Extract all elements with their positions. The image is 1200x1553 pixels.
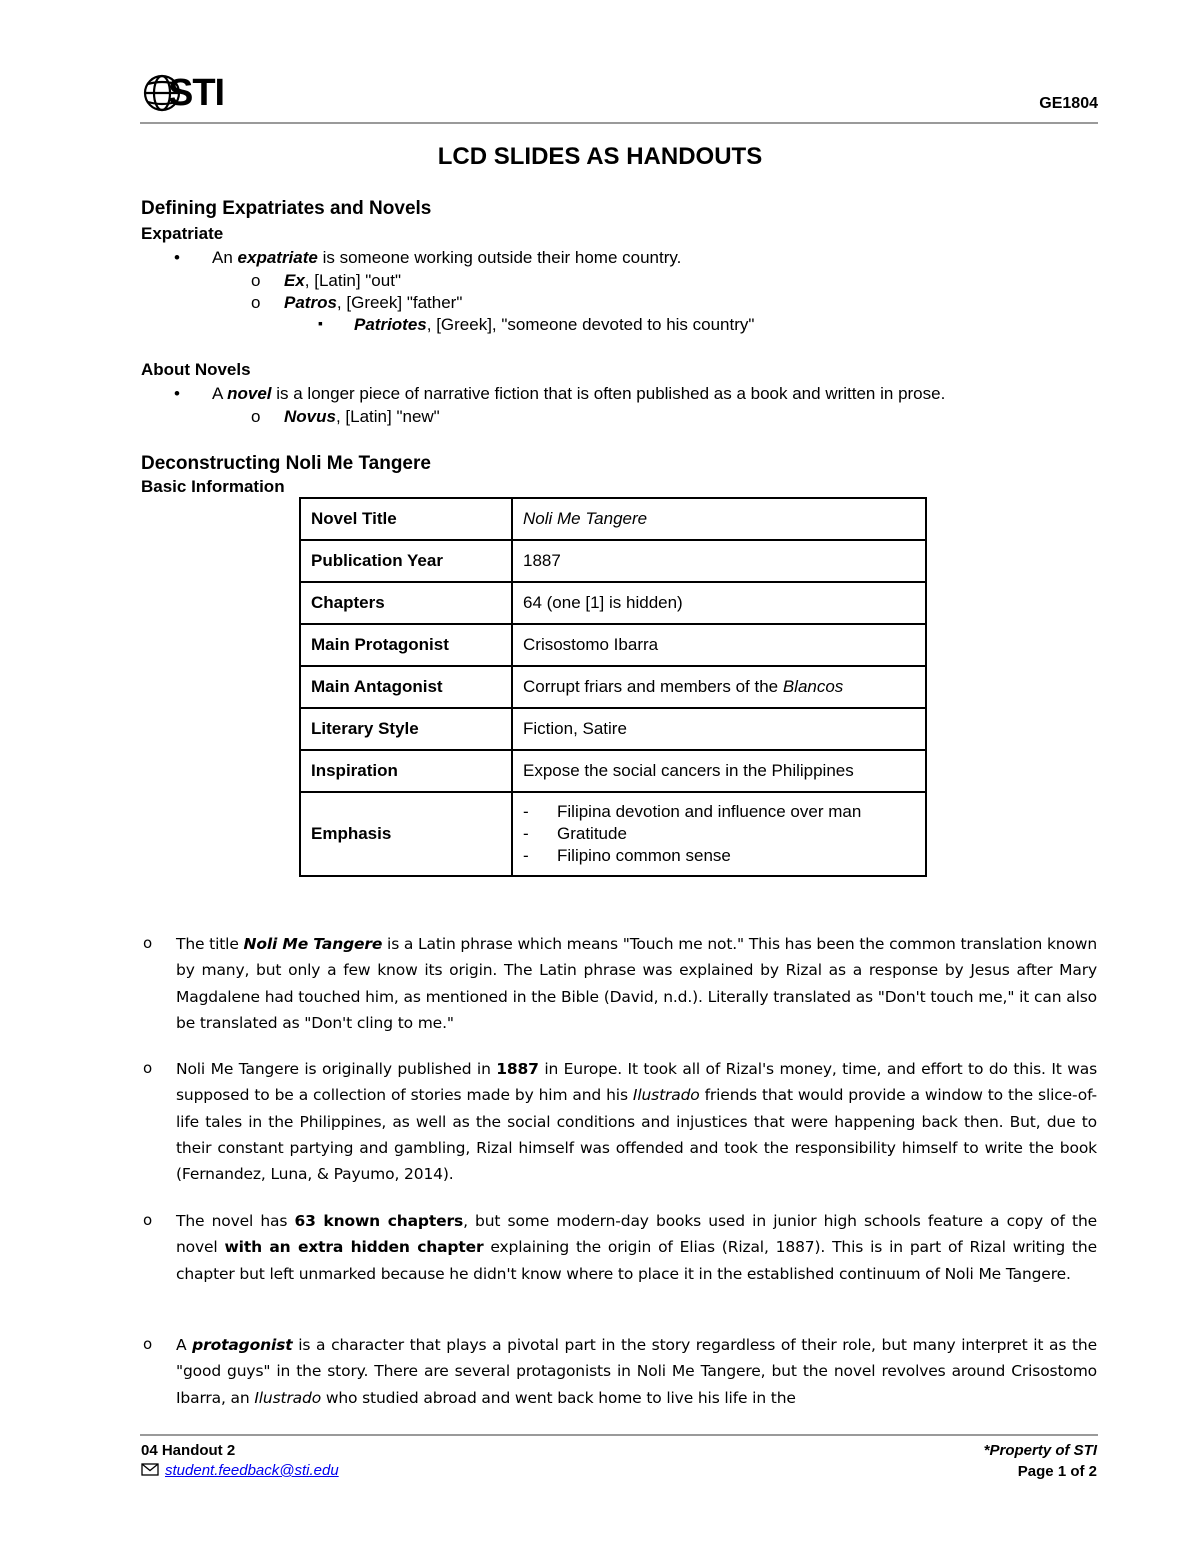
noli-title-term: Noli Me Tangere — [243, 935, 383, 953]
text-run: in Europe. It took all of Rizal's money, time, and effort to do this. It was supposed to be a collection of stories made by him and his — [176, 1060, 1097, 1105]
table-key: Main Antagonist — [300, 666, 512, 708]
text-run: Corrupt friars and members of the — [523, 677, 783, 696]
bullet-marker: • — [174, 248, 180, 267]
circle-marker: o — [143, 1059, 153, 1077]
table-value — [512, 792, 926, 876]
table-value: 64 (one [1] is hidden) — [512, 582, 926, 624]
section-heading-expatriates: Defining Expatriates and Novels — [141, 198, 432, 219]
text-run: is a Latin phrase which means "Touch me not." This has been the common translation known by many, but only a few know its origin. The Latin phrase was explained by Rizal as a response by Jesus after Mary Magdalene had touched him, as mentioned in the Bible (David, n.d.). Literally translated as "Don't touch me," it can also be translated as "Don't cling to me." — [176, 935, 1098, 1032]
table-key: Literary Style — [300, 708, 512, 750]
paragraph-protagonist — [176, 1332, 1097, 1411]
circle-marker: o — [143, 934, 153, 952]
table-key: Emphasis — [300, 792, 512, 876]
emphasis-list — [523, 801, 915, 867]
text-run: , [Greek] "father" — [336, 293, 463, 312]
term-patros: Patros — [284, 293, 337, 312]
table-value: Fiction, Satire — [512, 708, 926, 750]
text-run: who studied abroad and went back home to live his life in the — [321, 1388, 796, 1407]
list-item-text: Filipino common sense — [557, 846, 731, 865]
footer-divider — [140, 1434, 1098, 1436]
text-run: friends that would provide a window to the slice-of-life tales in the Philippines, as well as the social conditions and injustices that were happening back then. But, due to their constant partying and gambling, Rizal himself was offended and took the responsibility himself to write the book (Fernandez, Luna, & Payumo, 2014). — [176, 1086, 1097, 1184]
table-key: Inspiration — [300, 750, 512, 792]
term-novel: novel — [227, 384, 272, 403]
paragraph-title-meaning — [176, 931, 1097, 1036]
text-run: A — [212, 384, 228, 403]
dash-marker: - — [523, 802, 529, 821]
table-key: Main Protagonist — [300, 624, 512, 666]
text-run: Noli Me Tangere is originally published in — [176, 1060, 497, 1078]
section-heading-noli: Deconstructing Noli Me Tangere — [141, 453, 431, 474]
document-code: GE1804 — [1039, 95, 1098, 112]
text-run: The title — [176, 935, 244, 953]
text-run: is someone working outside their home country. — [317, 248, 682, 267]
paragraph-chapters — [176, 1208, 1097, 1287]
circle-marker: o — [251, 271, 261, 290]
text-run: The novel has — [176, 1212, 295, 1230]
table-row — [300, 750, 926, 792]
text-run: A — [176, 1336, 193, 1354]
etymology-patriotes — [354, 315, 754, 335]
bullet-marker: • — [174, 384, 180, 403]
term-ex: Ex — [284, 271, 305, 290]
term-patriotes: Patriotes — [354, 315, 427, 334]
envelope-icon — [141, 1463, 159, 1476]
etymology-novus — [284, 407, 440, 427]
table-value: Expose the social cancers in the Philippines — [512, 750, 926, 792]
table-key: Novel Title — [300, 498, 512, 540]
square-marker: ▪ — [318, 315, 323, 331]
page-number: Page 1 of 2 — [1017, 1463, 1097, 1480]
etymology-patros — [284, 293, 462, 313]
blancos-term: Blancos — [782, 677, 844, 696]
dash-marker: - — [523, 824, 529, 843]
text-run: , [Latin] "out" — [304, 271, 401, 290]
table-row — [300, 666, 926, 708]
email-link[interactable]: student.feedback@sti.edu — [165, 1462, 339, 1479]
text-run: is a longer piece of narrative fiction that is often published as a book and written in prose. — [271, 384, 946, 403]
handout-label: 04 Handout 2 — [141, 1442, 236, 1459]
list-item — [523, 801, 915, 823]
text-run: is a character that plays a pivotal part in the story regardless of their role, but many interpret it as the "good guys" in the story. There are several protagonists in Noli Me Tangere, but the novel revolves around Crisostomo Ibarra, an — [176, 1336, 1097, 1407]
novel-definition — [212, 384, 945, 404]
table-key: Chapters — [300, 582, 512, 624]
list-item — [523, 823, 915, 845]
table-value — [512, 498, 926, 540]
subheading-basic-info: Basic Information — [141, 477, 285, 496]
text-run: , but some modern-day books used in junior high schools feature a copy of the novel — [176, 1212, 1098, 1257]
page-title: LCD SLIDES AS HANDOUTS — [437, 143, 763, 170]
basic-info-table — [299, 497, 927, 877]
table-row — [300, 540, 926, 582]
etymology-ex — [284, 271, 401, 291]
table-row — [300, 792, 926, 876]
known-chapters: 63 known chapters — [294, 1212, 464, 1230]
text-run: explaining the origin of Elias (Rizal, 1887). This is in part of Rizal writing the chapter but left unmarked because he didn't know where to place it in the established continuum of Noli Me Tangere. — [176, 1238, 1097, 1283]
term-expatriate: expatriate — [237, 248, 318, 267]
subheading-expatriate: Expatriate — [141, 224, 224, 243]
text-run: , [Latin] "new" — [335, 407, 440, 426]
subheading-about-novels: About Novels — [141, 360, 251, 379]
text-run: , [Greek], "someone devoted to his country" — [426, 315, 755, 334]
ilustrado-term: Ilustrado — [254, 1388, 322, 1407]
table-value: 1887 — [512, 540, 926, 582]
list-item — [523, 845, 915, 867]
list-item-text: Filipina devotion and influence over man — [557, 802, 862, 821]
table-row — [300, 498, 926, 540]
list-item-text: Gratitude — [557, 824, 627, 843]
text-run: An — [212, 248, 238, 267]
term-novus: Novus — [284, 407, 336, 426]
year-1887: 1887 — [496, 1060, 539, 1078]
circle-marker: o — [251, 293, 261, 312]
expatriate-definition — [212, 248, 681, 268]
protagonist-term: protagonist — [192, 1336, 293, 1354]
property-label: *Property of STI — [983, 1442, 1097, 1459]
ilustrado-term: Ilustrado — [632, 1086, 700, 1105]
dash-marker: - — [523, 846, 529, 865]
paragraph-publication — [176, 1056, 1097, 1187]
feedback-email — [141, 1462, 339, 1479]
table-row — [300, 624, 926, 666]
table-value — [512, 666, 926, 708]
circle-marker: o — [251, 407, 261, 426]
header-divider — [140, 122, 1098, 124]
table-value: Crisostomo Ibarra — [512, 624, 926, 666]
sti-logo-text: STI — [168, 72, 225, 114]
table-row — [300, 582, 926, 624]
novel-title-value: Noli Me Tangere — [523, 509, 648, 528]
hidden-chapter: with an extra hidden chapter — [224, 1238, 484, 1257]
table-key: Publication Year — [300, 540, 512, 582]
circle-marker: o — [143, 1211, 153, 1229]
circle-marker: o — [143, 1335, 153, 1353]
table-row — [300, 708, 926, 750]
